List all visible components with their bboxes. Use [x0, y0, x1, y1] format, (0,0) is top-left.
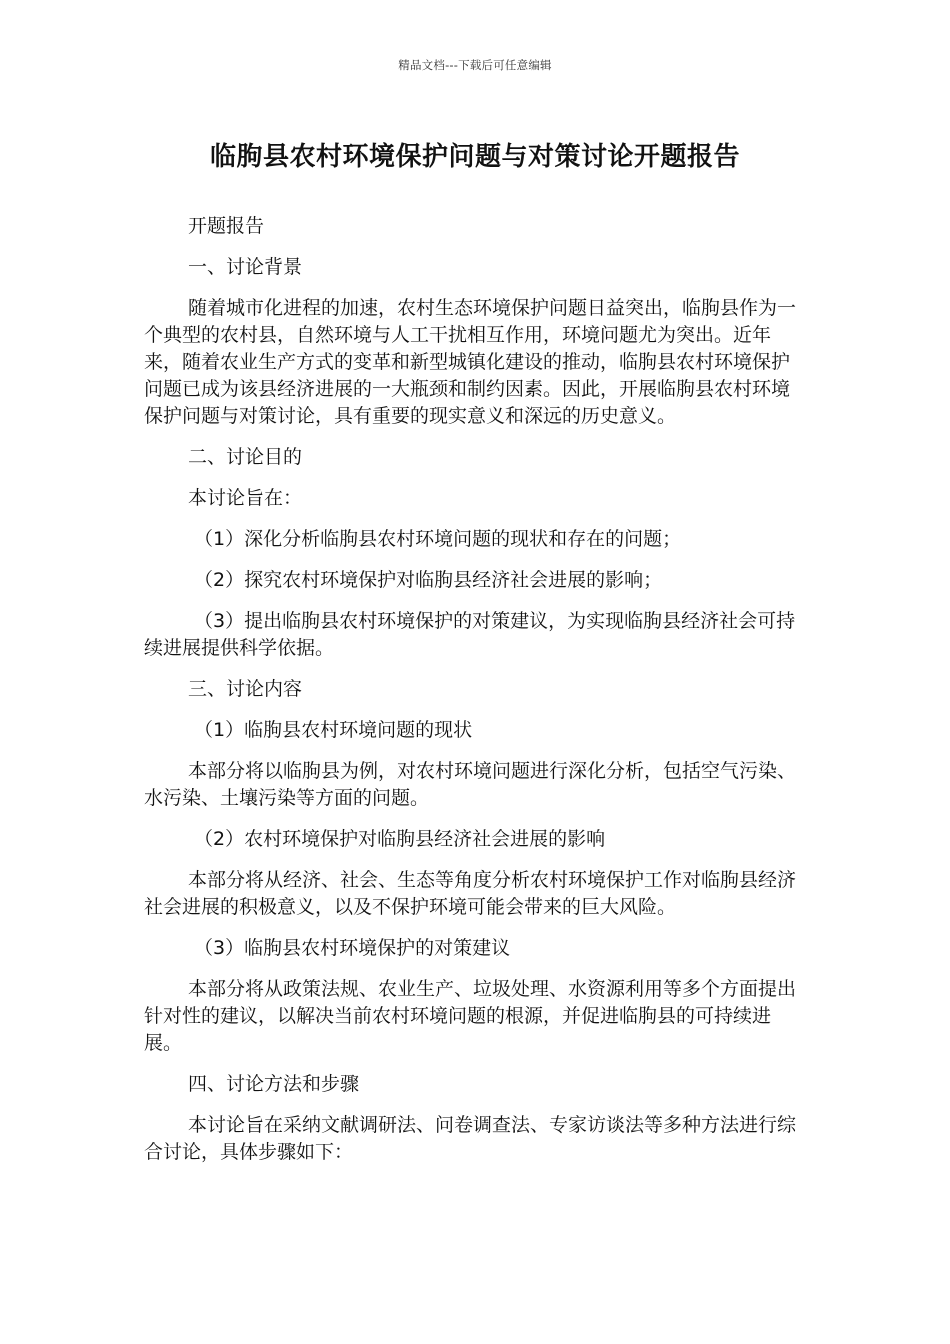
page-header-note: 精品文档---下载后可任意编辑 [398, 58, 552, 72]
content-paragraph-2: 本部分将从经济、社会、生态等角度分析农村环境保护工作对临朐县经济社会进展的积极意义，以及不保护环境可能会带来的巨大风险。 [144, 869, 797, 918]
purpose-item-3: （3）提出临朐县农村环境保护的对策建议，为实现临朐县经济社会可持续进展提供科学依据。 [144, 610, 796, 659]
section-heading-methods: 四、讨论方法和步骤 [188, 1073, 360, 1095]
document-body [144, 213, 806, 1180]
section-label-report: 开题报告 [188, 215, 265, 237]
section-heading-purpose: 二、讨论目的 [188, 446, 303, 468]
content-paragraph-1: 本部分将以临朐县为例，对农村环境问题进行深化分析，包括空气污染、水污染、土壤污染等方面的问题。 [144, 760, 797, 809]
section-heading-content: 三、讨论内容 [188, 678, 303, 700]
content-subheading-3: （3）临朐县农村环境保护的对策建议 [194, 937, 511, 959]
section-heading-background: 一、讨论背景 [188, 256, 303, 278]
paragraph-background: 随着城市化进程的加速，农村生态环境保护问题日益突出，临朐县作为一个典型的农村县，自然环境与人工干扰相互作用，环境问题尤为突出。近年来，随着农业生产方式的变革和新型城镇化建设的推动，临朐县农村环境保护问题已成为该县经济进展的一大瓶颈和制约因素。因此，开展临朐县农村环境保护问题与对策讨论，具有重要的现实意义和深远的历史意义。 [144, 297, 797, 427]
content-subheading-2: （2）农村环境保护对临朐县经济社会进展的影响 [194, 828, 606, 850]
content-subheading-1: （1）临朐县农村环境问题的现状 [194, 719, 473, 741]
purpose-item-1: （1）深化分析临朐县农村环境问题的现状和存在的问题； [194, 528, 682, 550]
purpose-item-2: （2）探究农村环境保护对临朐县经济社会进展的影响； [194, 569, 663, 591]
content-paragraph-3: 本部分将从政策法规、农业生产、垃圾处理、水资源利用等多个方面提出针对性的建议，以解决当前农村环境问题的根源，并促进临朐县的可持续进展。 [144, 978, 797, 1054]
document-title: 临朐县农村环境保护问题与对策讨论开题报告 [209, 142, 740, 172]
paragraph-purpose-intro: 本讨论旨在： [188, 487, 303, 509]
paragraph-methods: 本讨论旨在采纳文献调研法、问卷调查法、专家访谈法等多种方法进行综合讨论，具体步骤如下： [144, 1114, 797, 1163]
